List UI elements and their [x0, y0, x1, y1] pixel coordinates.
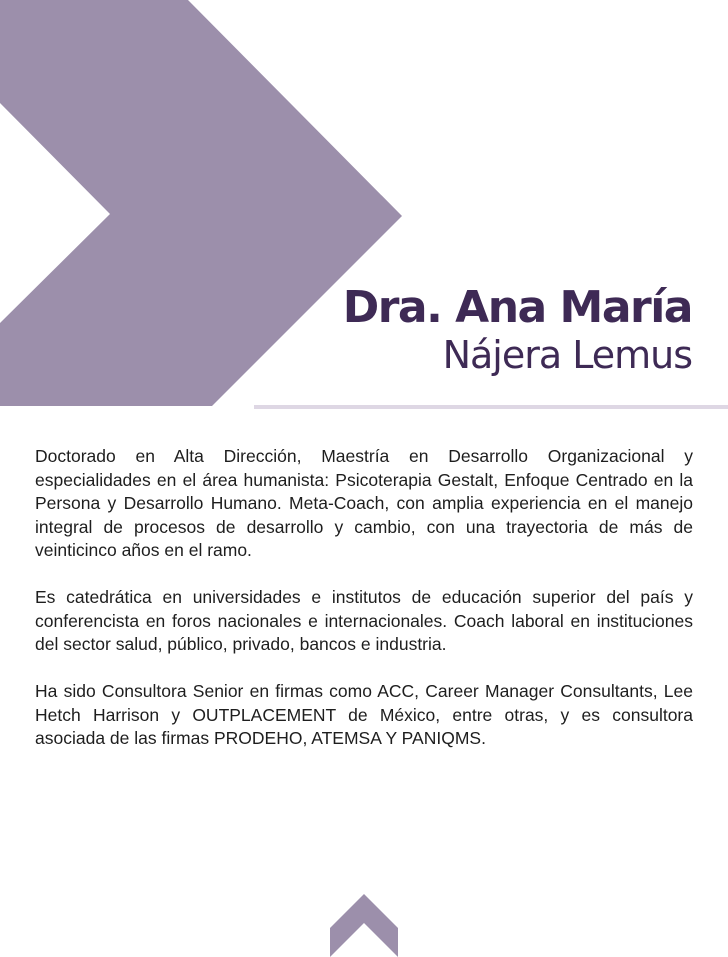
divider-line — [254, 405, 728, 409]
bio-paragraph-teaching: Es catedrática en universidades e institutos de educación superior del país y conferencista en foros nacionales e internacionales. Coach laboral en instituciones del sector salud, público, privado, bancos e industria. — [35, 587, 693, 654]
chevron-arrow-shape — [0, 0, 402, 406]
biography — [35, 445, 693, 774]
name-last-line: Nájera Lemus — [442, 333, 692, 377]
bio-paragraph-consulting: Ha sido Consultora Senior en firmas como ACC, Career Manager Consultants, Lee Hetch Harrison y OUTPLACEMENT de México, entre otras, y es consultora asociada de las firmas PRODEHO, ATEMSA Y PANIQMS. — [35, 681, 693, 748]
up-chevron-icon — [330, 894, 398, 957]
bio-paragraph-education: Doctorado en Alta Dirección, Maestría en Desarrollo Organizacional y especialidades en el área humanista: Psicoterapia Gestalt, Enfoque Centrado en la Persona y Desarrollo Humano. Meta-Coach, con amplia experiencia en el manejo integral de procesos de desarrollo y cambio, con una trayectoria de más de veinticinco años en el ramo. — [35, 446, 693, 560]
name-heading — [343, 282, 692, 376]
name-first-line: Dra. Ana María — [342, 282, 692, 333]
